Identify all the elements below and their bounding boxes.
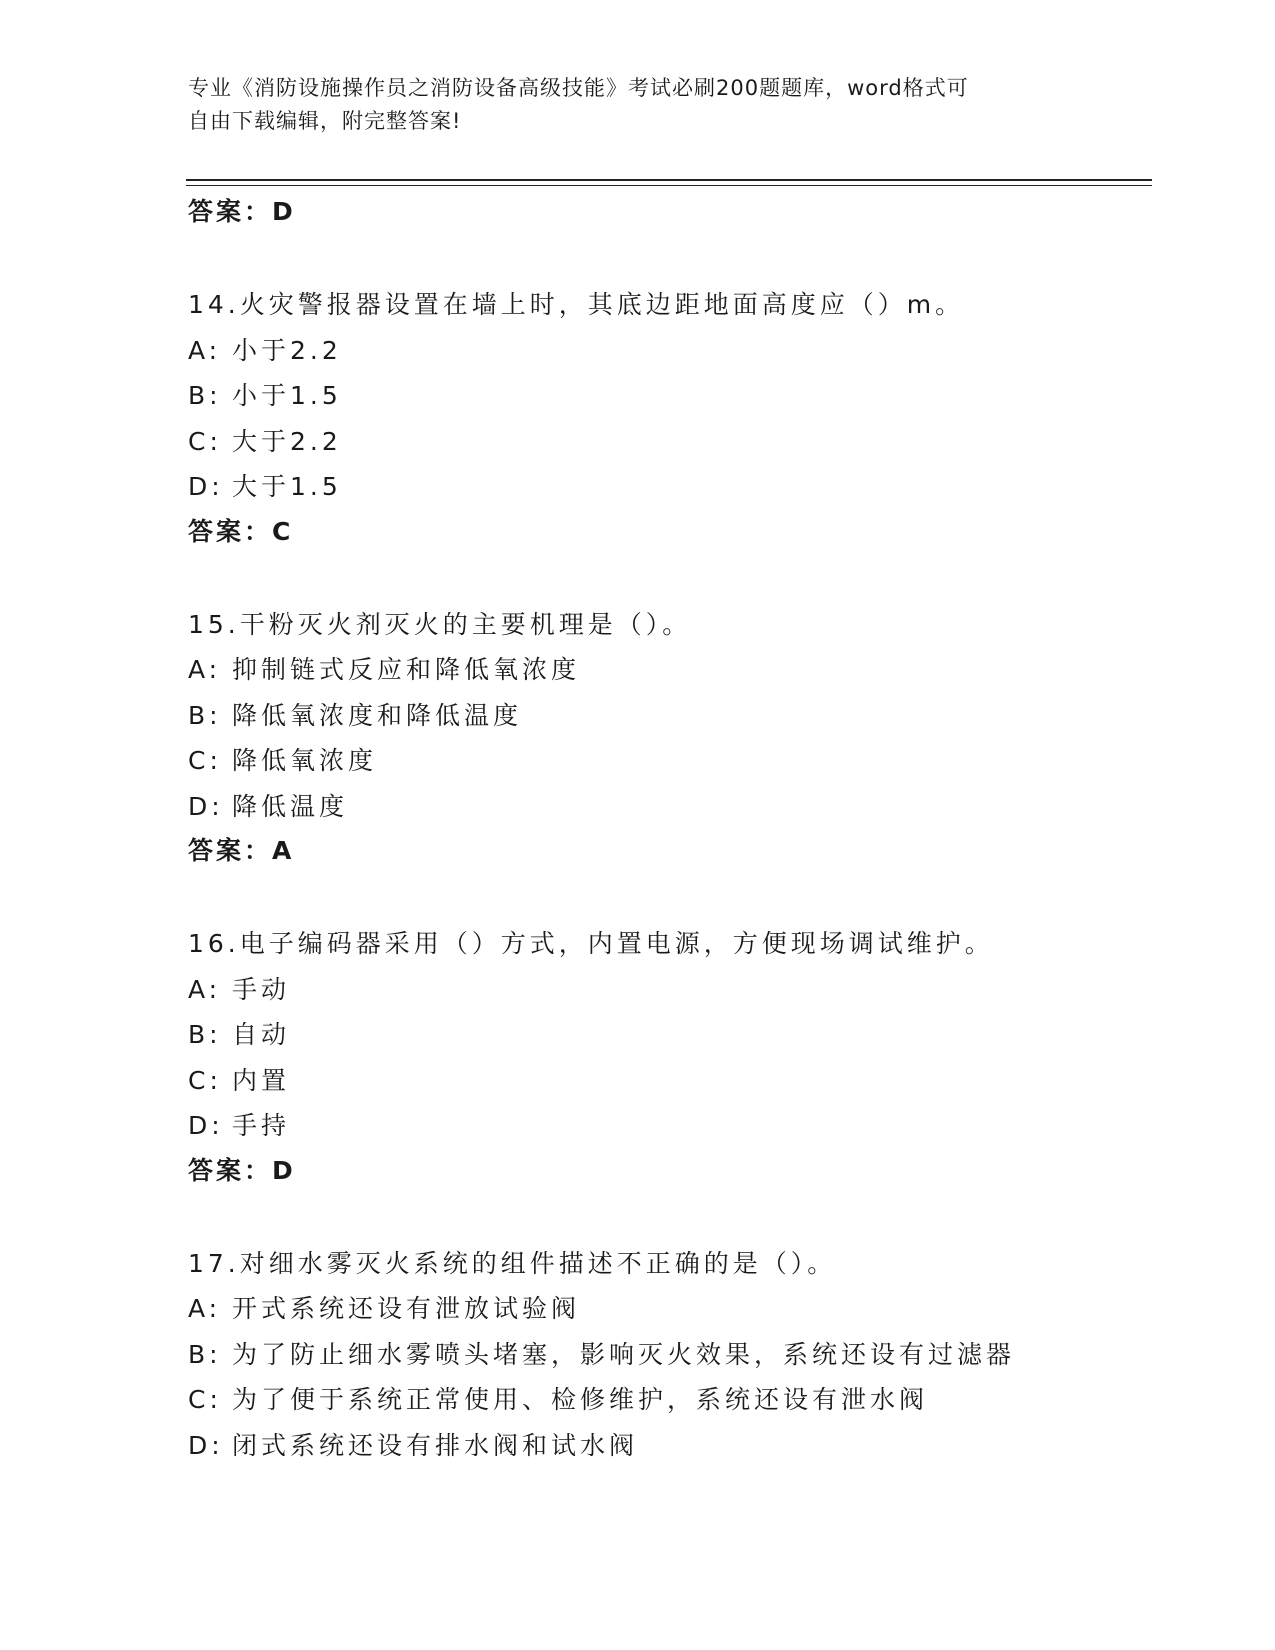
- question-item: [188, 282, 1188, 554]
- question-stem: 14.火灾警报器设置在墙上时，其底边距地面高度应（）m。: [188, 290, 965, 319]
- header-line-2: 自由下载编辑，附完整答案!: [188, 109, 462, 133]
- question-item: [188, 921, 1188, 1193]
- option-c: C: 大于2.2: [188, 426, 342, 456]
- answer-line: 答案：A: [188, 836, 295, 865]
- header-line-1: 专业《消防设施操作员之消防设备高级技能》考试必刷200题题库，word格式可: [188, 76, 969, 100]
- option-a: A: 开式系统还设有泄放试验阀: [188, 1294, 581, 1323]
- question-list: [188, 190, 1188, 1468]
- header-divider: [186, 179, 1152, 181]
- option-b: B: 小于1.5: [188, 381, 342, 410]
- option-d: D: 闭式系统还设有排水阀和试水阀: [188, 1430, 639, 1460]
- option-d: D: 大于1.5: [188, 472, 342, 501]
- header-divider-thin: [186, 185, 1152, 186]
- option-a: A: 小于2.2: [188, 335, 342, 365]
- question-stem: 15.干粉灭火剂灭火的主要机理是（）。: [188, 609, 692, 639]
- answer-line: 答案：D: [188, 1155, 296, 1185]
- option-c: C: 为了便于系统正常使用、检修维护，系统还设有泄水阀: [188, 1385, 929, 1414]
- option-d: D: 手持: [188, 1111, 291, 1140]
- option-b: B: 为了防止细水雾喷头堵塞，影响灭火效果，系统还设有过滤器: [188, 1339, 1016, 1369]
- answer-line: 答案：D: [188, 197, 296, 226]
- option-a: A: 手动: [188, 974, 291, 1004]
- question-item: [188, 1241, 1188, 1469]
- question-item: [188, 602, 1188, 874]
- answer-line: 答案：C: [188, 516, 294, 546]
- question-stem: 16.电子编码器采用（）方式，内置电源，方便现场调试维护。: [188, 929, 994, 958]
- option-c: C: 降低氧浓度: [188, 746, 378, 775]
- document-header: [188, 72, 1088, 138]
- option-a: A: 抑制链式反应和降低氧浓度: [188, 655, 581, 684]
- option-b: B: 降低氧浓度和降低温度: [188, 700, 523, 730]
- option-d: D: 降低温度: [188, 791, 349, 821]
- option-b: B: 自动: [188, 1020, 291, 1049]
- question-stem: 17.对细水雾灭火系统的组件描述不正确的是（）。: [188, 1248, 837, 1278]
- option-c: C: 内置: [188, 1065, 291, 1095]
